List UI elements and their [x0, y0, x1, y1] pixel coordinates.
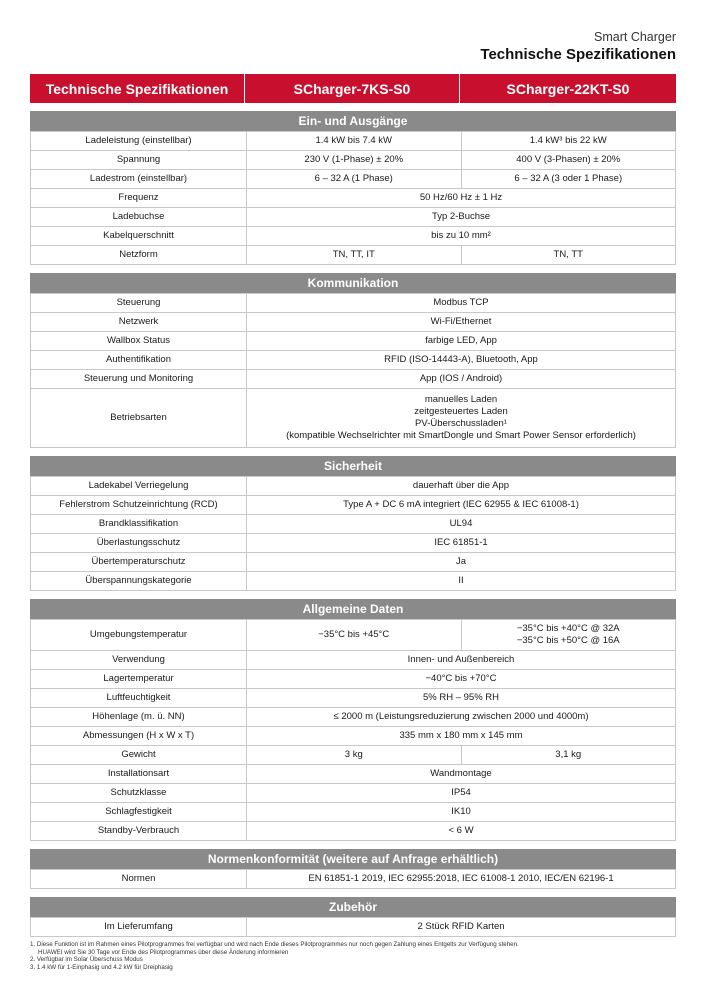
- table-row: [31, 515, 676, 534]
- row-label: Luftfeuchtigkeit: [31, 689, 247, 708]
- temp-line: −35°C bis +50°C @ 16A: [516, 635, 620, 646]
- row-label: Abmessungen (H x W x T): [31, 727, 247, 746]
- row-label: Fehlerstrom Schutzeinrichtung (RCD): [31, 496, 247, 515]
- value-7ks: TN, TT, IT: [247, 246, 462, 265]
- row-label: Übertemperaturschutz: [31, 553, 247, 572]
- value-22kt: 400 V (3-Phasen) ± 20%: [461, 151, 676, 170]
- table-row: [31, 151, 676, 170]
- row-label: Kabelquerschnitt: [31, 227, 247, 246]
- value-shared: farbige LED, App: [247, 332, 676, 351]
- table-row: [31, 208, 676, 227]
- table-row: [31, 822, 676, 841]
- row-label: Überspannungskategorie: [31, 572, 247, 591]
- row-label: Höhenlage (m. ü. NN): [31, 708, 247, 727]
- table-row: [31, 803, 676, 822]
- value-shared: IK10: [247, 803, 676, 822]
- section-title: Zubehör: [30, 897, 676, 917]
- row-label: Netzform: [31, 246, 247, 265]
- value-22kt: 3,1 kg: [461, 746, 676, 765]
- row-label: Steuerung: [31, 294, 247, 313]
- value-22kt: [461, 620, 676, 651]
- value-shared: 2 Stück RFID Karten: [247, 918, 676, 937]
- row-label: Lagertemperatur: [31, 670, 247, 689]
- section-title: Kommunikation: [30, 273, 676, 293]
- section-title: Sicherheit: [30, 456, 676, 476]
- row-label: Überlastungsschutz: [31, 534, 247, 553]
- value-shared: Modbus TCP: [247, 294, 676, 313]
- mode-line: zeitgesteuertes Laden: [414, 406, 508, 417]
- row-label: Normen: [31, 870, 247, 889]
- row-label: Schutzklasse: [31, 784, 247, 803]
- value-7ks: 1.4 kW bis 7.4 kW: [247, 132, 462, 151]
- value-shared: 335 mm x 180 mm x 145 mm: [247, 727, 676, 746]
- header-col-spec: Technische Spezifikationen: [30, 74, 245, 103]
- temp-line: −35°C bis +40°C @ 32A: [516, 623, 620, 634]
- value-7ks: 3 kg: [247, 746, 462, 765]
- table-row: [31, 132, 676, 151]
- table-row: [31, 370, 676, 389]
- row-label: Standby-Verbrauch: [31, 822, 247, 841]
- table-row: [31, 294, 676, 313]
- value-22kt: TN, TT: [461, 246, 676, 265]
- row-label: Frequenz: [31, 189, 247, 208]
- row-label: Ladebuchse: [31, 208, 247, 227]
- table-row: [31, 727, 676, 746]
- value-shared: Typ 2-Buchse: [247, 208, 676, 227]
- value-shared: Wi-Fi/Ethernet: [247, 313, 676, 332]
- value-shared: ≤ 2000 m (Leistungsreduzierung zwischen 2000 und 4000m): [247, 708, 676, 727]
- row-label: Authentifikation: [31, 351, 247, 370]
- table-row: [31, 553, 676, 572]
- table-row: [31, 765, 676, 784]
- footnote-2: 2. Verfügbar im Solar Überschuss Modus: [30, 956, 143, 964]
- row-label: Steuerung und Monitoring: [31, 370, 247, 389]
- section-general: [30, 599, 676, 841]
- value-7ks: 230 V (1-Phase) ± 20%: [247, 151, 462, 170]
- spec-sheet: [30, 74, 676, 937]
- table-row: [31, 651, 676, 670]
- table-row: [31, 332, 676, 351]
- value-shared: IP54: [247, 784, 676, 803]
- table-row: [31, 170, 676, 189]
- value-shared: bis zu 10 mm²: [247, 227, 676, 246]
- header-col-7ks: SCharger-7KS-S0: [245, 74, 460, 103]
- row-label: Ladestrom (einstellbar): [31, 170, 247, 189]
- page-header: [480, 30, 676, 63]
- value-7ks: −35°C bis +45°C: [247, 620, 462, 651]
- table-row: [31, 227, 676, 246]
- section-title: Allgemeine Daten: [30, 599, 676, 619]
- section-io: [30, 111, 676, 265]
- footnote-3: 3. 1.4 kW für 1-Einphasig und 4.2 kW für Dreiphasig: [30, 963, 173, 971]
- value-22kt: 1.4 kW³ bis 22 kW: [461, 132, 676, 151]
- table-row: [31, 708, 676, 727]
- row-label: Umgebungstemperatur: [31, 620, 247, 651]
- value-shared: Innen- und Außenbereich: [247, 651, 676, 670]
- value-shared: Ja: [247, 553, 676, 572]
- table-row: [31, 620, 676, 651]
- section-title: Ein- und Ausgänge: [30, 111, 676, 131]
- value-shared: II: [247, 572, 676, 591]
- mode-line: PV-Überschussladen¹: [415, 418, 507, 429]
- row-label: Ladeleistung (einstellbar): [31, 132, 247, 151]
- table-row: [31, 784, 676, 803]
- section-accessories: [30, 897, 676, 937]
- value-shared: IEC 61851-1: [247, 534, 676, 553]
- section-title: Normenkonformität (weitere auf Anfrage erhältlich): [30, 849, 676, 869]
- value-shared: App (IOS / Android): [247, 370, 676, 389]
- value-shared: dauerhaft über die App: [247, 477, 676, 496]
- row-label: Spannung: [31, 151, 247, 170]
- table-row: [31, 689, 676, 708]
- value-22kt: 6 – 32 A (3 oder 1 Phase): [461, 170, 676, 189]
- footnotes: [30, 941, 519, 971]
- section-safety: [30, 456, 676, 591]
- value-shared: EN 61851-1 2019, IEC 62955:2018, IEC 61008-1 2010, IEC/EN 62196-1: [247, 870, 676, 889]
- table-row: [31, 496, 676, 515]
- value-shared: Wandmontage: [247, 765, 676, 784]
- table-row: [31, 313, 676, 332]
- value-shared: UL94: [247, 515, 676, 534]
- row-label: Im Lieferumfang: [31, 918, 247, 937]
- table-row: [31, 389, 676, 448]
- row-label: Verwendung: [31, 651, 247, 670]
- section-norms: [30, 849, 676, 889]
- row-label: Betriebsarten: [31, 389, 247, 448]
- row-label: Ladekabel Verriegelung: [31, 477, 247, 496]
- footnote-1-cont: HUAWEI wird Sie 30 Tage vor Ende des Pilotprogrammes über diese Änderung informieren: [38, 948, 289, 956]
- header-col-22kt: SCharger-22KT-S0: [460, 74, 676, 103]
- table-row: [31, 246, 676, 265]
- spec-table-header: [30, 74, 676, 103]
- table-row: [31, 572, 676, 591]
- row-label: Netzwerk: [31, 313, 247, 332]
- value-shared: RFID (ISO-14443-A), Bluetooth, App: [247, 351, 676, 370]
- table-row: [31, 670, 676, 689]
- value-shared: < 6 W: [247, 822, 676, 841]
- row-label: Gewicht: [31, 746, 247, 765]
- header-subtitle: Smart Charger: [594, 30, 676, 44]
- row-label: Schlagfestigkeit: [31, 803, 247, 822]
- row-label: Installationsart: [31, 765, 247, 784]
- table-row: [31, 534, 676, 553]
- table-row: [31, 870, 676, 889]
- row-label: Brandklassifikation: [31, 515, 247, 534]
- table-row: [31, 746, 676, 765]
- value-shared: 5% RH – 95% RH: [247, 689, 676, 708]
- mode-line: manuelles Laden: [424, 394, 498, 405]
- section-communication: [30, 273, 676, 448]
- value-shared: Type A + DC 6 mA integriert (IEC 62955 & IEC 61008-1): [247, 496, 676, 515]
- table-row: [31, 918, 676, 937]
- mode-note: (kompatible Wechselrichter mit SmartDongle und Smart Power Sensor erforderlich): [286, 430, 636, 441]
- row-label: Wallbox Status: [31, 332, 247, 351]
- table-row: [31, 189, 676, 208]
- header-title: Technische Spezifikationen: [480, 46, 676, 63]
- value-shared: [247, 389, 676, 448]
- value-shared: −40°C bis +70°C: [247, 670, 676, 689]
- footnote-1: 1. Diese Funktion ist im Rahmen eines Pilotprogrammes frei verfügbar und wird nach Ende dieses Pilotprogrammes nur noch gegen Zahlung eines Entgelts zur Verfügung stehen.: [30, 941, 519, 948]
- table-row: [31, 351, 676, 370]
- value-shared: 50 Hz/60 Hz ± 1 Hz: [247, 189, 676, 208]
- value-7ks: 6 – 32 A (1 Phase): [247, 170, 462, 189]
- table-row: [31, 477, 676, 496]
